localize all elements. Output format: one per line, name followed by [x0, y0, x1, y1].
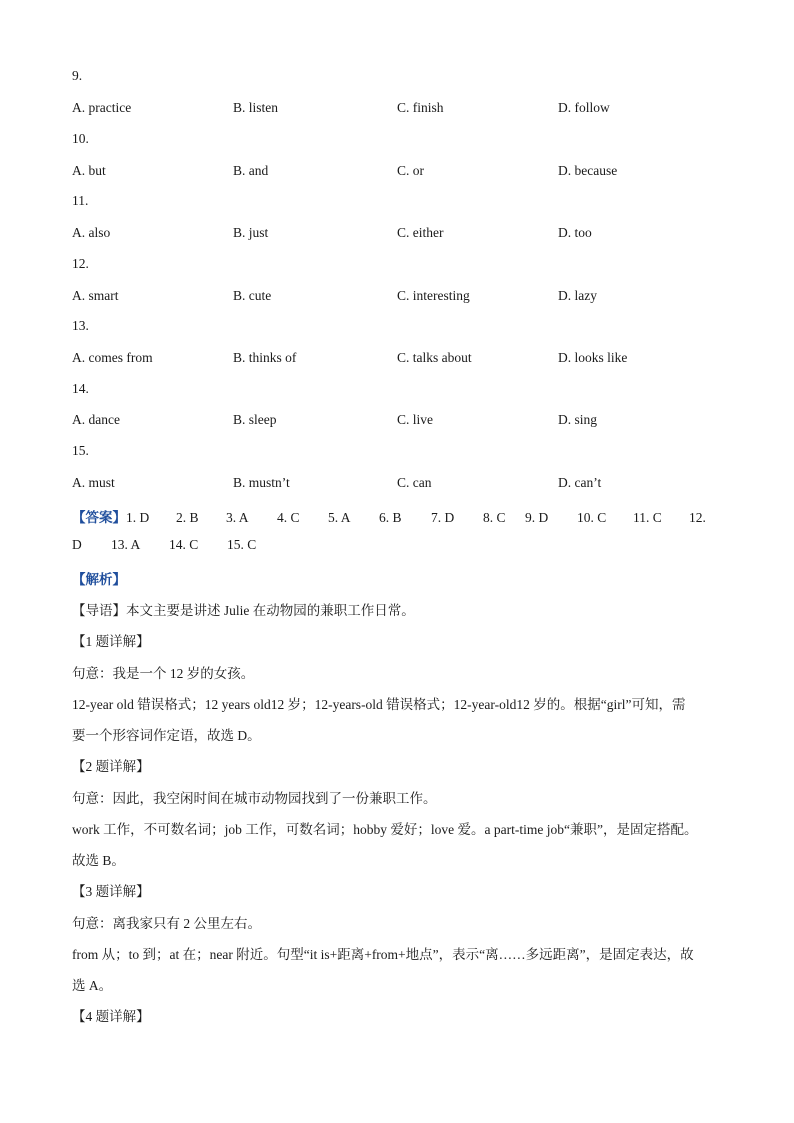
answer-item: 15. C: [227, 537, 257, 552]
option-a: A. smart: [72, 288, 119, 303]
option-c: C. live: [397, 412, 433, 427]
explanation-line: 要一个形容词作定语，故选 D。: [72, 728, 261, 743]
detail-header: 【2 题详解】: [72, 759, 150, 774]
answer-item: 1. D: [126, 510, 150, 525]
option-b: B. thinks of: [233, 350, 297, 365]
explanation-line: 12-year old 错误格式；12 years old12 岁；12-years-old 错误格式；12-year-old12 岁的。根据“girl”可知，需: [72, 697, 686, 712]
option-c: C. can: [397, 475, 432, 490]
answer-item: 14. C: [169, 537, 199, 552]
option-b: B. and: [233, 163, 269, 178]
detail-header: 【1 题详解】: [72, 634, 150, 649]
sentence-meaning: 句意：我是一个 12 岁的女孩。: [72, 666, 255, 681]
answer-item: 8. C: [483, 510, 506, 525]
option-b: B. sleep: [233, 412, 277, 427]
option-c: C. either: [397, 225, 444, 240]
question-number: 12.: [72, 256, 89, 271]
option-d: D. follow: [558, 100, 610, 115]
option-c: C. talks about: [397, 350, 472, 365]
option-d: D. too: [558, 225, 592, 240]
analysis-label: 【解析】: [72, 572, 126, 587]
question-number: 13.: [72, 318, 89, 333]
option-c: C. finish: [397, 100, 444, 115]
option-a: A. must: [72, 475, 115, 490]
option-b: B. cute: [233, 288, 272, 303]
option-b: B. mustn’t: [233, 475, 290, 490]
option-a: A. dance: [72, 412, 120, 427]
option-a: A. comes from: [72, 350, 153, 365]
answer-item: D: [72, 537, 82, 552]
answer-item: 2. B: [176, 510, 199, 525]
explanation-line: 故选 B。: [72, 853, 125, 868]
question-number: 10.: [72, 131, 89, 146]
sentence-meaning: 句意：因此，我空闲时间在城市动物园找到了一份兼职工作。: [72, 791, 437, 806]
option-b: B. just: [233, 225, 269, 240]
question-number: 9.: [72, 68, 83, 83]
option-c: C. or: [397, 163, 424, 178]
option-d: D. sing: [558, 412, 598, 427]
explanation-line: work 工作，不可数名词；job 工作，可数名词；hobby 爱好；love 爱。a part-time job“兼职”，是固定搭配。: [72, 822, 698, 837]
detail-header: 【3 题详解】: [72, 884, 150, 899]
question-number: 14.: [72, 381, 89, 396]
answer-item: 10. C: [577, 510, 607, 525]
question-number: 11.: [72, 193, 89, 208]
answer-item: 5. A: [328, 510, 351, 525]
answer-label: 【答案】: [72, 510, 126, 525]
explanation-line: from 从；to 到；at 在；near 附近。句型“it is+距离+from+地点”，表示“离……多远距离”，是固定表达，故: [72, 947, 694, 962]
detail-header: 【4 题详解】: [72, 1009, 150, 1024]
option-a: A. practice: [72, 100, 132, 115]
intro-text: 【导语】本文主要是讲述 Julie 在动物园的兼职工作日常。: [72, 603, 415, 618]
sentence-meaning: 句意：离我家只有 2 公里左右。: [72, 916, 261, 931]
option-a: A. but: [72, 163, 106, 178]
option-b: B. listen: [233, 100, 279, 115]
option-c: C. interesting: [397, 288, 470, 303]
answer-item: 12.: [689, 510, 706, 525]
option-a: A. also: [72, 225, 111, 240]
answer-line-2: [72, 537, 732, 553]
question-number: 15.: [72, 443, 89, 458]
answer-item: 7. D: [431, 510, 455, 525]
option-d: D. can’t: [558, 475, 602, 490]
answer-item: 4. C: [277, 510, 300, 525]
answer-item: 6. B: [379, 510, 402, 525]
option-d: D. lazy: [558, 288, 597, 303]
answer-item: 3. A: [226, 510, 249, 525]
option-d: D. because: [558, 163, 618, 178]
explanation-line: 选 A。: [72, 978, 113, 993]
answer-item: 11. C: [633, 510, 662, 525]
answer-item: 13. A: [111, 537, 141, 552]
answer-item: 9. D: [525, 510, 549, 525]
answer-line: [72, 506, 752, 526]
option-d: D. looks like: [558, 350, 628, 365]
